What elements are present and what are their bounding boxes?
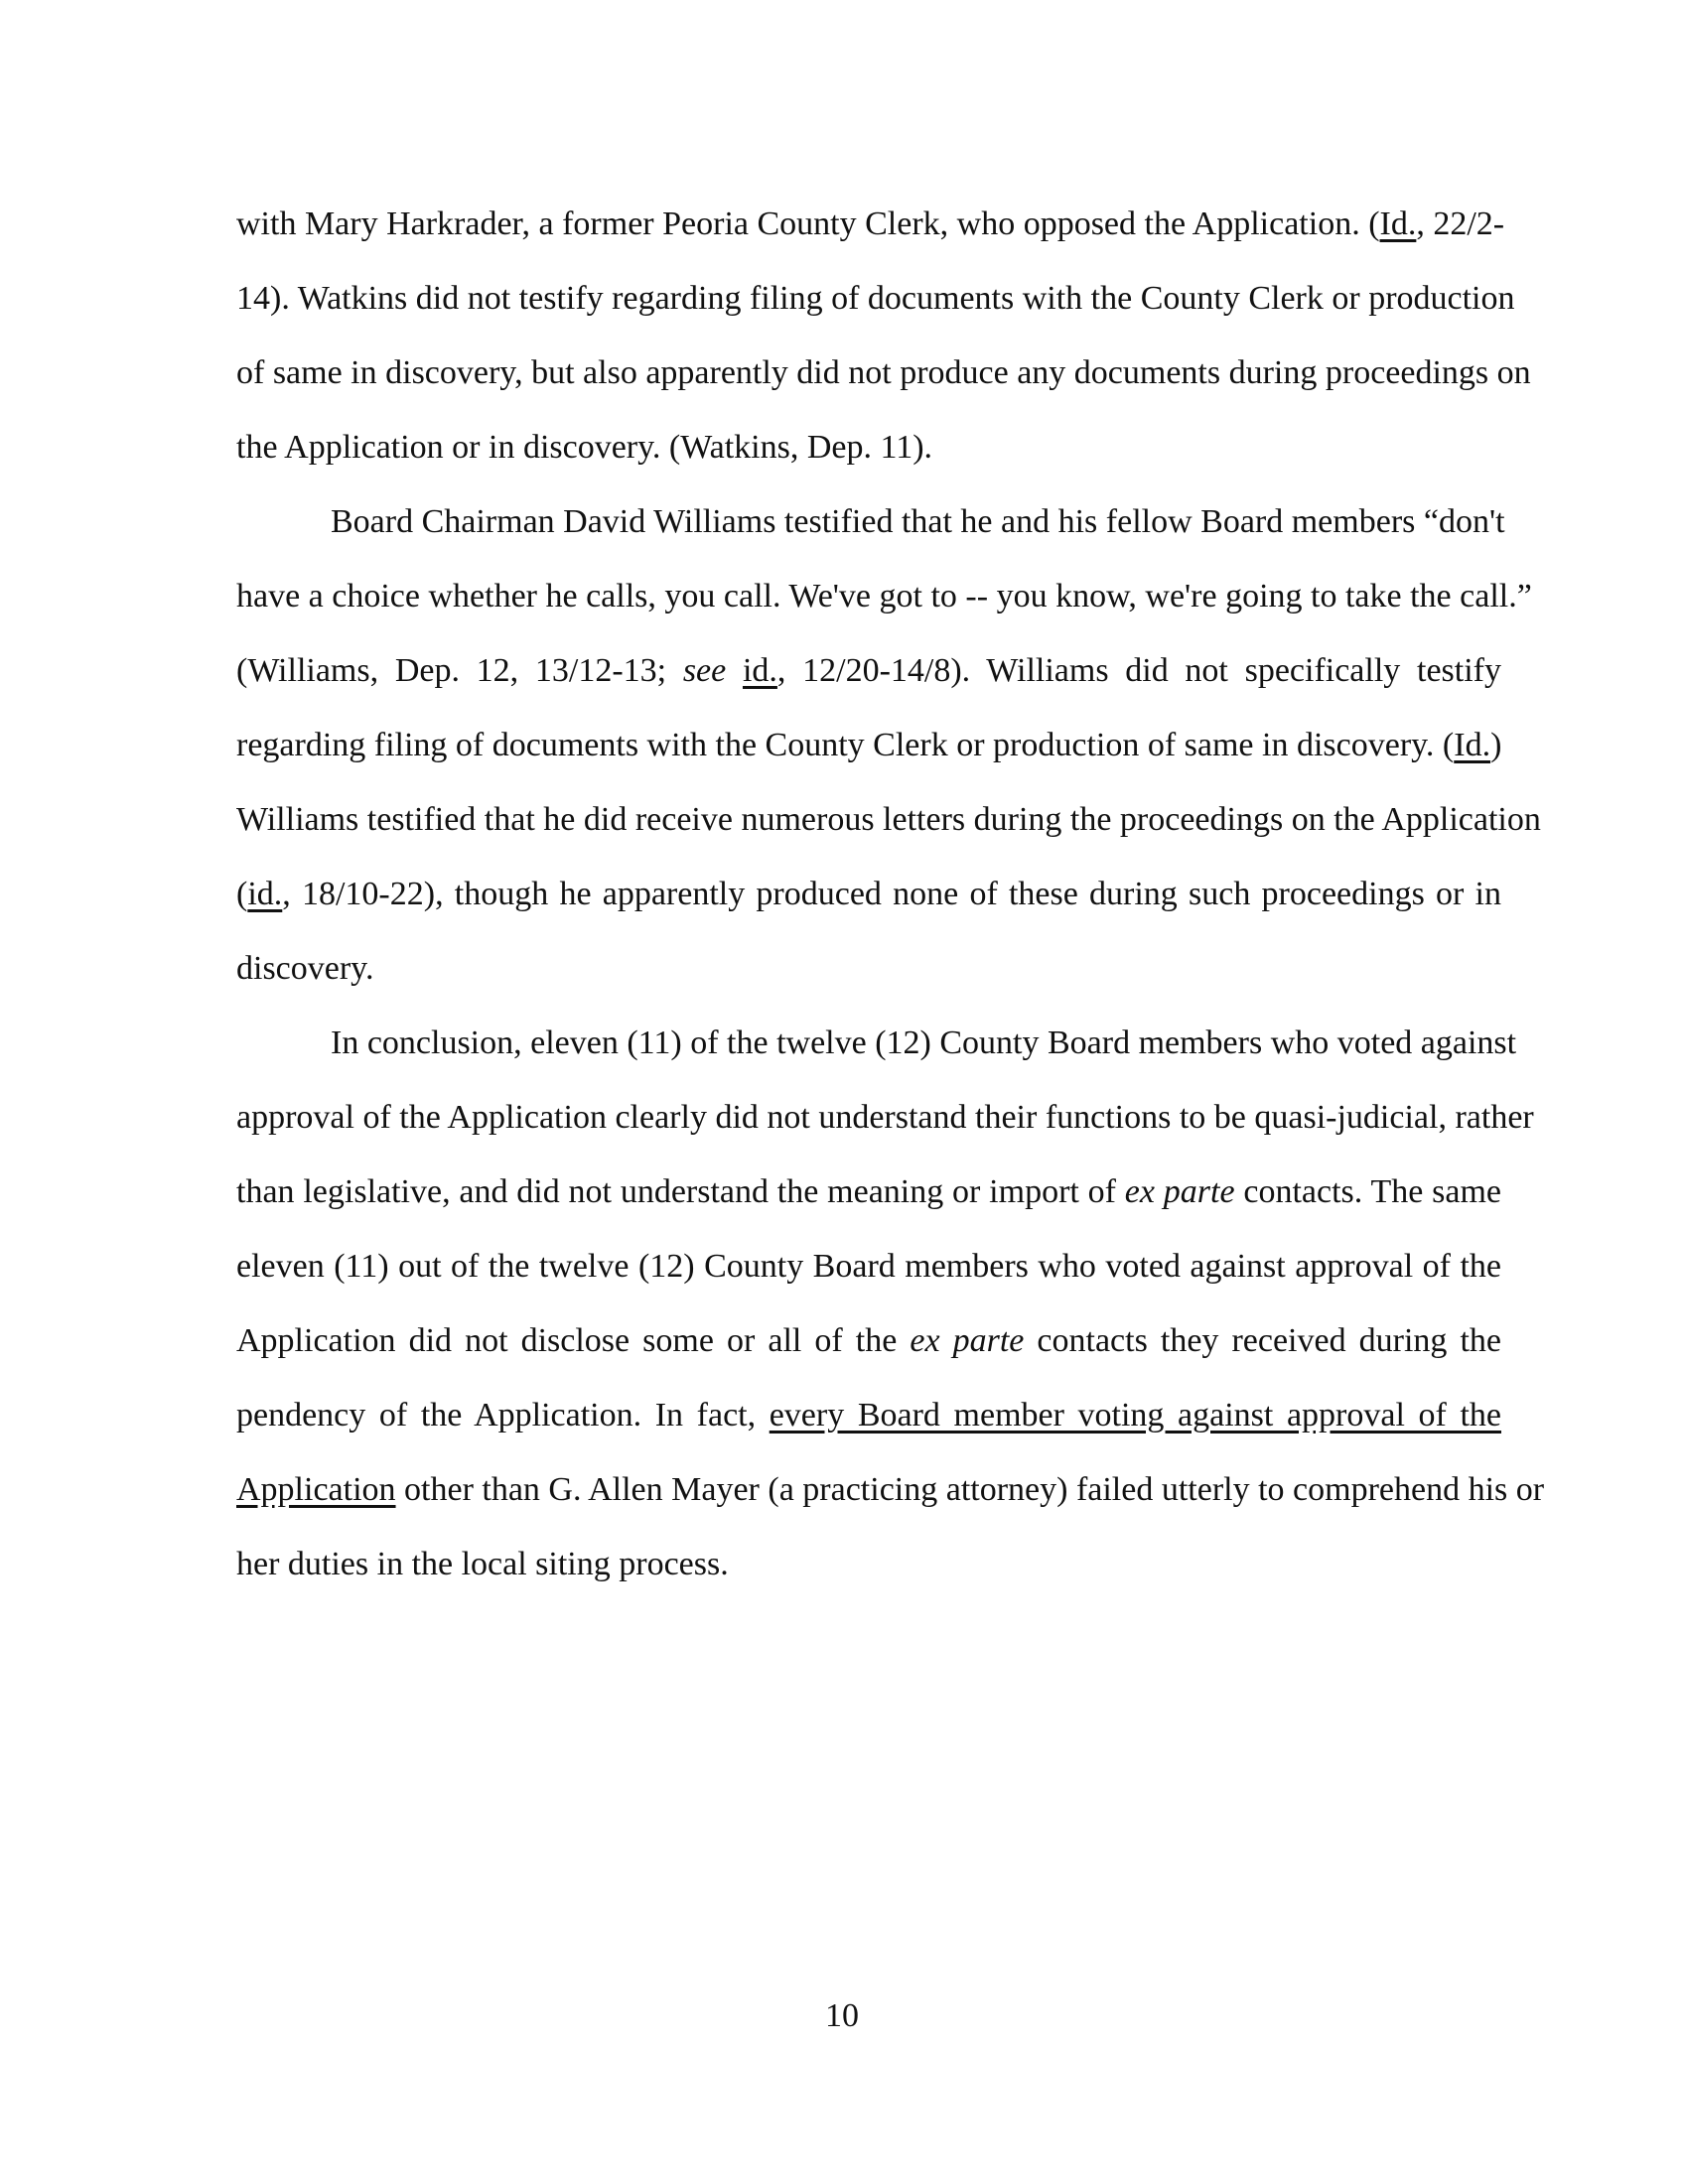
text-segment: ex parte xyxy=(910,1322,1025,1359)
text-segment: discovery. xyxy=(236,950,374,987)
text-line xyxy=(236,559,1532,633)
text-segment: every Board member voting against approval of the xyxy=(769,1397,1501,1433)
text-line xyxy=(236,410,1501,484)
text-segment: contacts. The same xyxy=(1234,1173,1501,1210)
page-number: 10 xyxy=(825,1997,859,2034)
text-line xyxy=(236,1229,1501,1303)
text-line xyxy=(236,1155,1501,1229)
text-segment: than legislative, and did not understand the meaning or import of xyxy=(236,1173,1125,1210)
text-segment: contacts they received during the xyxy=(1024,1322,1502,1359)
text-segment: ( xyxy=(1368,205,1380,242)
paragraph-p3 xyxy=(236,1006,1545,1601)
text-segment: ex parte xyxy=(1124,1173,1235,1210)
text-line xyxy=(236,1303,1501,1378)
text-segment: pendency of the Application. In fact, xyxy=(236,1397,770,1433)
text-segment: id. xyxy=(247,876,283,912)
text-segment: the Application or in discovery. (Watkins, Dep. 11). xyxy=(236,429,933,466)
text-line xyxy=(236,931,1501,1006)
text-segment: (Williams, Dep. 12, 13/12-13; xyxy=(236,652,683,689)
document-body xyxy=(236,187,1545,1601)
text-line xyxy=(236,1080,1534,1155)
text-segment: ) xyxy=(1490,727,1502,763)
text-segment: Application xyxy=(236,1471,396,1508)
text-line xyxy=(236,1452,1545,1527)
text-segment: with Mary Harkrader, a former Peoria County Clerk, who opposed the Application. xyxy=(236,205,1369,242)
paragraph-p1 xyxy=(236,187,1531,484)
text-line xyxy=(236,1006,1517,1080)
text-segment: Id. xyxy=(1454,727,1491,763)
text-segment: of same in discovery, but also apparently did not produce any documents during proceedings on xyxy=(236,354,1531,391)
text-line xyxy=(236,336,1531,410)
text-segment: Board Chairman David Williams testified that he and his fellow Board members “don't xyxy=(331,503,1505,540)
text-segment: have a choice whether he calls, you call. We've got to -- you know, we're going to take the call.” xyxy=(236,578,1532,614)
text-line xyxy=(236,484,1505,559)
text-line xyxy=(236,782,1541,857)
text-segment: In conclusion, eleven (11) of the twelve (12) County Board members who voted against xyxy=(331,1024,1517,1061)
text-segment: , 22/2- xyxy=(1416,205,1505,242)
text-line xyxy=(236,1527,1501,1601)
text-segment xyxy=(726,652,743,689)
text-segment: see xyxy=(682,652,727,689)
text-segment: her duties in the local siting process. xyxy=(236,1546,729,1582)
text-line xyxy=(236,1378,1501,1452)
paragraph-p2 xyxy=(236,484,1541,1006)
text-line xyxy=(236,708,1501,782)
text-segment: 14). Watkins did not testify regarding filing of documents with the County Clerk or production xyxy=(236,280,1515,317)
text-segment: Application did not disclose some or all of the xyxy=(236,1322,911,1359)
text-line xyxy=(236,857,1501,931)
text-segment: Williams testified that he did receive numerous letters during the proceedings on the Application xyxy=(236,801,1541,838)
text-segment: eleven (11) out of the twelve (12) County Board members who voted against approval of the xyxy=(236,1248,1501,1285)
text-segment: , 12/20-14/8). Williams did not specifically testify xyxy=(776,652,1501,689)
text-segment: id. xyxy=(742,652,777,689)
text-line xyxy=(236,633,1501,708)
text-segment: approval of the Application clearly did not understand their functions to be quasi-judicial, rather xyxy=(236,1099,1534,1136)
text-segment: Id. xyxy=(1379,205,1417,242)
text-line xyxy=(236,187,1505,261)
text-segment: ( xyxy=(236,876,248,912)
text-segment: , 18/10-22), though he apparently produced none of these during such proceedings or in xyxy=(282,876,1501,912)
text-segment: other than G. Allen Mayer (a practicing attorney) failed utterly to comprehend his or xyxy=(395,1471,1545,1508)
text-line xyxy=(236,261,1515,336)
text-segment: regarding filing of documents with the County Clerk or production of same in discovery. ( xyxy=(236,727,1455,763)
